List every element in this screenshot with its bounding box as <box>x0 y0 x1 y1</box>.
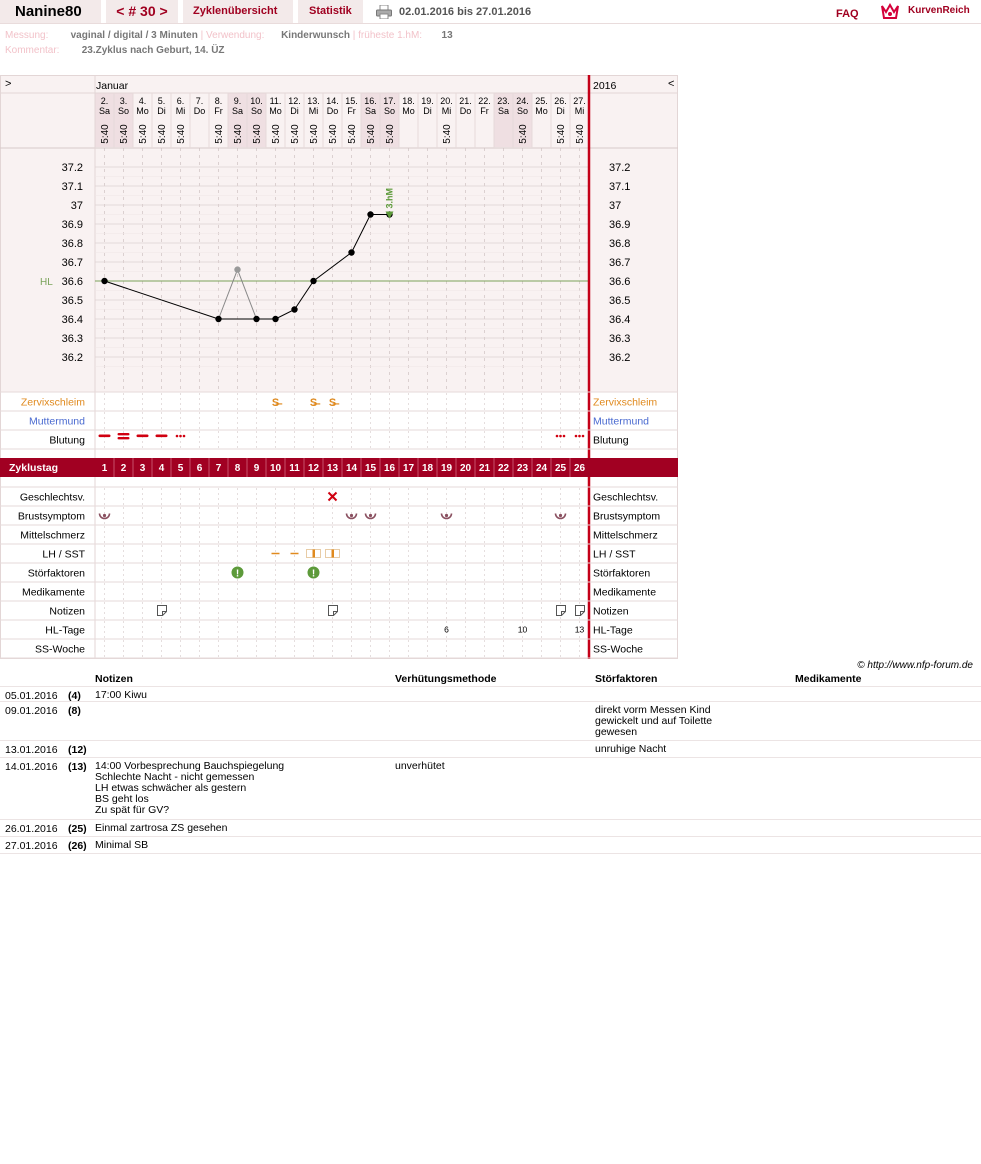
mittel-label-right: Mittelschmerz <box>593 529 658 542</box>
zervix-mark: S̶ <box>271 397 280 409</box>
y-tick-right: 36.9 <box>609 219 631 231</box>
day-weekday-label: Mo <box>269 106 282 116</box>
day-date-label: 3. <box>119 96 128 106</box>
day-time-label: 5:40 <box>385 124 396 144</box>
header-medikamente: Medikamente <box>795 673 862 685</box>
cycle-day-number: 20 <box>459 463 472 474</box>
cycle-nav-button[interactable]: < # 30 > <box>106 0 178 23</box>
lh-label-left: LH / SST <box>42 548 85 561</box>
blutung-label-left: Blutung <box>49 434 85 447</box>
day-date-label: 7. <box>195 96 204 106</box>
day-weekday-label: Do <box>193 106 206 116</box>
y-tick-left: 36.9 <box>61 219 83 231</box>
day-weekday-label: Sa <box>98 106 111 116</box>
month-label: Januar <box>96 80 129 92</box>
day-date-label: 27. <box>573 96 586 106</box>
medi-label-left: Medikamente <box>21 586 85 599</box>
day-weekday-label: So <box>250 106 263 116</box>
cycle-day-number: 2 <box>120 463 127 474</box>
day-weekday-label: Mi <box>308 106 319 116</box>
day-weekday-label: Mo <box>402 106 415 116</box>
row-disturb: unruhige Nacht <box>595 743 667 755</box>
muttermund-label-left: Muttermund <box>28 415 85 428</box>
notizen-label-left: Notizen <box>49 605 85 618</box>
breast-symptom-dot <box>350 514 353 517</box>
cycle-day-number: 18 <box>421 463 434 474</box>
hl-day-count: 6 <box>444 624 449 635</box>
table-row <box>0 687 981 702</box>
bleeding-spot <box>582 435 585 438</box>
day-time-label: 5:40 <box>233 124 244 144</box>
day-date-label: 15. <box>345 96 358 106</box>
day-weekday-label: So <box>516 106 529 116</box>
bleeding-spot <box>179 435 182 438</box>
hm-marker-label: 3.hM <box>384 187 395 209</box>
hl-label: HL <box>40 277 53 288</box>
cycle-day-number: 19 <box>440 463 453 474</box>
row-method: unverhütet <box>395 760 445 772</box>
temperature-point <box>234 266 240 272</box>
temperature-point <box>310 278 316 284</box>
cycle-day-number: 6 <box>196 463 203 474</box>
day-weekday-label: Di <box>157 106 166 116</box>
stoer-label-right: Störfaktoren <box>593 567 651 580</box>
bleeding-spot <box>575 435 578 438</box>
breast-symptom-dot <box>103 514 106 517</box>
day-date-label: 26. <box>554 96 567 106</box>
meta-line-1: Messung: vaginal / digital / 3 Minuten | Verwendung: Kinderwunsch | früheste 1.hM: 13 <box>5 30 453 41</box>
bleeding-medium <box>156 435 168 438</box>
cycle-day-number: 23 <box>516 463 529 474</box>
row-cycle-day: (25) <box>68 823 87 835</box>
day-time-label: 5:40 <box>138 124 149 144</box>
cycle-day-number: 14 <box>345 463 358 474</box>
row-cycle-day: (8) <box>68 705 81 717</box>
bleeding-spot <box>183 435 186 438</box>
day-weekday-label: Sa <box>231 106 244 116</box>
year-label: 2016 <box>593 80 617 92</box>
medi-label-right: Medikamente <box>593 586 657 599</box>
day-time-label: 5:40 <box>176 124 187 144</box>
hl-day-count: 10 <box>517 624 528 635</box>
verwendung-value: Kinderwunsch <box>281 30 350 41</box>
day-time-label: 5:40 <box>328 124 339 144</box>
y-tick-right: 36.8 <box>609 238 631 250</box>
y-tick-left: 37 <box>70 200 83 212</box>
cycle-day-number: 4 <box>158 463 165 474</box>
breast-symptom-dot <box>369 514 372 517</box>
muttermund-label-right: Muttermund <box>593 415 650 428</box>
cycle-day-number: 5 <box>177 463 184 474</box>
cycle-day-number: 21 <box>478 463 491 474</box>
day-time-label: 5:40 <box>518 124 529 144</box>
cycle-day-number: 13 <box>326 463 339 474</box>
cycle-day-number: 8 <box>234 463 241 474</box>
header-notizen: Notizen <box>95 673 133 685</box>
cycle-day-number: 15 <box>364 463 377 474</box>
day-date-label: 9. <box>233 96 242 106</box>
day-time-label: 5:40 <box>157 124 168 144</box>
day-date-label: 12. <box>288 96 301 106</box>
table-row <box>0 741 981 758</box>
disturbance-icon-glyph: ! <box>311 568 316 580</box>
day-date-label: 20. <box>440 96 453 106</box>
day-time-label: 5:40 <box>366 124 377 144</box>
blutung-label-right: Blutung <box>593 434 629 447</box>
lh-test-band <box>313 550 316 558</box>
y-tick-right: 36.6 <box>609 276 631 288</box>
day-weekday-label: Di <box>556 106 565 116</box>
y-tick-right: 37.2 <box>609 162 631 174</box>
temperature-point <box>272 316 278 322</box>
brust-label-right: Brustsymptom <box>593 510 661 523</box>
temperature-point <box>348 249 354 255</box>
cycle-day-number: 16 <box>383 463 396 474</box>
y-tick-right: 36.4 <box>609 314 631 326</box>
ss-label-right: SS-Woche <box>593 643 643 656</box>
cycle-day-number: 9 <box>253 463 260 474</box>
day-weekday-label: Sa <box>364 106 377 116</box>
verwendung-label: Verwendung: <box>206 30 265 41</box>
hltage-label-left: HL-Tage <box>45 624 85 637</box>
cycle-day-number: 3 <box>139 463 146 474</box>
y-tick-right: 36.7 <box>609 257 631 269</box>
day-weekday-label: Mi <box>574 106 585 116</box>
hm-label: früheste 1.hM: <box>358 30 423 41</box>
day-time-label: 5:40 <box>347 124 358 144</box>
day-date-label: 5. <box>157 96 166 106</box>
y-tick-left: 36.8 <box>61 238 83 250</box>
day-weekday-label: Mi <box>175 106 186 116</box>
bleeding-medium <box>137 435 149 438</box>
faq-link[interactable]: FAQ <box>836 8 859 20</box>
cycle-day-number: 25 <box>554 463 567 474</box>
geschlechtsv-label-right: Geschlechtsv. <box>593 491 659 504</box>
day-time-label: 5:40 <box>290 124 301 144</box>
zervix-label-left: Zervixschleim <box>20 396 85 409</box>
stoer-label-left: Störfaktoren <box>27 567 85 580</box>
y-tick-left: 36.4 <box>61 314 83 326</box>
day-time-label: 5:40 <box>214 124 225 144</box>
row-cycle-day: (13) <box>68 761 87 773</box>
row-date: 14.01.2016 <box>5 761 58 773</box>
messung-value: vaginal / digital / 3 Minuten <box>70 30 198 41</box>
row-notes: Minimal SB <box>95 839 149 851</box>
row-cycle-day: (4) <box>68 690 81 702</box>
notizen-label-right: Notizen <box>593 605 629 618</box>
row-notes: Einmal zartrosa ZS gesehen <box>95 822 228 834</box>
y-tick-left: 36.7 <box>61 257 83 269</box>
row-date: 27.01.2016 <box>5 840 58 852</box>
y-tick-left: 36.5 <box>61 295 83 307</box>
hm-value: 13 <box>441 30 453 41</box>
day-weekday-label: Di <box>290 106 299 116</box>
cycle-day-label: Zyklustag <box>9 462 59 474</box>
day-date-label: 24. <box>516 96 529 106</box>
cycle-day-number: 11 <box>289 463 300 474</box>
zervix-label-right: Zervixschleim <box>593 396 658 409</box>
y-tick-right: 37 <box>609 200 622 212</box>
bleeding-heavy <box>118 437 130 439</box>
row-date: 09.01.2016 <box>5 705 58 717</box>
disturbance-icon-glyph: ! <box>235 568 240 580</box>
day-date-label: 17. <box>383 96 396 106</box>
breast-symptom-dot <box>559 514 562 517</box>
day-date-label: 21. <box>459 96 472 106</box>
row-notes: 17:00 Kiwu <box>95 689 147 701</box>
table-row <box>0 758 981 820</box>
day-weekday-label: Fr <box>480 106 489 116</box>
zervix-mark: S̶ <box>328 397 337 409</box>
cycle-day-number: 10 <box>269 463 282 474</box>
temperature-point <box>367 211 373 217</box>
logo-text[interactable]: KurvenReich <box>908 5 970 16</box>
temperature-point <box>253 316 259 322</box>
y-tick-right: 37.1 <box>609 181 631 193</box>
y-tick-right: 36.5 <box>609 295 631 307</box>
bleeding-spot <box>563 435 566 438</box>
tab-cycle-overview[interactable]: Zyklenübersicht <box>183 0 293 23</box>
table-row <box>0 702 981 741</box>
header-stoerfaktoren: Störfaktoren <box>595 673 658 685</box>
zervix-mark: S̶ <box>309 397 318 409</box>
ss-label-left: SS-Woche <box>35 643 85 656</box>
row-date: 05.01.2016 <box>5 690 58 702</box>
day-time-label: 5:40 <box>309 124 320 144</box>
day-date-label: 19. <box>421 96 434 106</box>
mittel-label-left: Mittelschmerz <box>20 529 85 542</box>
day-date-label: 6. <box>176 96 185 106</box>
day-time-label: 5:40 <box>442 124 453 144</box>
copyright: © http://www.nfp-forum.de <box>857 660 973 671</box>
y-tick-left: 37.2 <box>61 162 83 174</box>
breast-symptom-dot <box>445 514 448 517</box>
day-date-label: 16. <box>364 96 377 106</box>
bleeding-spot <box>578 435 581 438</box>
day-time-label: 5:40 <box>100 124 111 144</box>
temperature-point <box>291 306 297 312</box>
day-weekday-label: So <box>383 106 396 116</box>
day-weekday-label: Do <box>459 106 472 116</box>
hltage-label-right: HL-Tage <box>593 624 633 637</box>
day-time-label: 5:40 <box>556 124 567 144</box>
day-weekday-label: Sa <box>497 106 510 116</box>
header-verhuetung: Verhütungsmethode <box>395 673 497 685</box>
bleeding-spot <box>559 435 562 438</box>
kommentar-value: 23.Zyklus nach Geburt, 14. ÜZ <box>81 45 225 56</box>
day-date-label: 22. <box>478 96 491 106</box>
row-date: 13.01.2016 <box>5 744 58 756</box>
brust-label-left: Brustsymptom <box>17 510 85 523</box>
day-weekday-label: Fr <box>214 106 223 116</box>
messung-label: Messung: <box>5 30 49 41</box>
cycle-day-number: 17 <box>402 463 415 474</box>
nav-right-arrow: < <box>668 78 675 90</box>
day-date-label: 4. <box>138 96 147 106</box>
day-date-label: 8. <box>214 96 223 106</box>
day-date-label: 18. <box>402 96 415 106</box>
bleeding-heavy <box>118 433 130 435</box>
day-time-label: 5:40 <box>119 124 130 144</box>
cycle-day-number: 22 <box>497 463 510 474</box>
bleeding-medium <box>99 435 111 438</box>
bleeding-spot <box>176 435 179 438</box>
day-date-label: 14. <box>326 96 339 106</box>
temperature-point <box>215 316 221 322</box>
cycle-day-number: 24 <box>535 463 548 474</box>
cycle-day-number: 7 <box>215 463 222 474</box>
tab-statistics[interactable]: Statistik <box>298 0 363 23</box>
day-date-label: 25. <box>535 96 548 106</box>
y-tick-left: 36.6 <box>61 276 83 288</box>
table-row <box>0 837 981 854</box>
nav-left-arrow: > <box>5 78 12 90</box>
day-time-label: 5:40 <box>252 124 263 144</box>
date-range: 02.01.2016 bis 27.01.2016 <box>399 6 532 18</box>
cycle-day-number: 1 <box>101 463 108 474</box>
day-weekday-label: Di <box>423 106 432 116</box>
row-cycle-day: (12) <box>68 744 87 756</box>
row-cycle-day: (26) <box>68 840 87 852</box>
y-tick-right: 36.2 <box>609 352 631 364</box>
day-weekday-label: Mi <box>441 106 452 116</box>
geschlechtsv-label-left: Geschlechtsv. <box>19 491 85 504</box>
table-row <box>0 820 981 837</box>
row-date: 26.01.2016 <box>5 823 58 835</box>
day-weekday-label: So <box>117 106 130 116</box>
day-date-label: 13. <box>307 96 320 106</box>
day-date-label: 11. <box>269 96 282 106</box>
y-tick-left: 37.1 <box>61 181 83 193</box>
day-time-label: 5:40 <box>271 124 282 144</box>
y-tick-right: 36.3 <box>609 333 631 345</box>
lh-test-band <box>332 550 335 558</box>
cycle-day-number: 26 <box>573 463 586 474</box>
cycle-day-number: 12 <box>307 463 320 474</box>
day-time-label: 5:40 <box>575 124 586 144</box>
row-disturb: direkt vorm Messen Kind gewickelt und auf Toilette gewesen <box>595 704 713 738</box>
row-notes: 14:00 Vorbesprechung Bauchspiegelung Schlechte Nacht - nicht gemessen LH etwas schwächer als gestern BS geht los Zu spät für GV? <box>95 760 285 816</box>
kommentar-label: Kommentar: <box>5 45 60 56</box>
day-date-label: 2. <box>100 96 109 106</box>
y-tick-left: 36.2 <box>61 352 83 364</box>
user-name: Nanine80 <box>0 0 101 23</box>
hl-day-count: 13 <box>574 624 585 635</box>
day-date-label: 23. <box>497 96 510 106</box>
lh-label-right: LH / SST <box>593 548 636 561</box>
y-tick-left: 36.3 <box>61 333 83 345</box>
day-weekday-label: Mo <box>136 106 149 116</box>
day-weekday-label: Do <box>326 106 339 116</box>
bleeding-spot <box>556 435 559 438</box>
temperature-point <box>101 278 107 284</box>
day-weekday-label: Mo <box>535 106 548 116</box>
day-weekday-label: Fr <box>347 106 356 116</box>
day-date-label: 10. <box>250 96 263 106</box>
